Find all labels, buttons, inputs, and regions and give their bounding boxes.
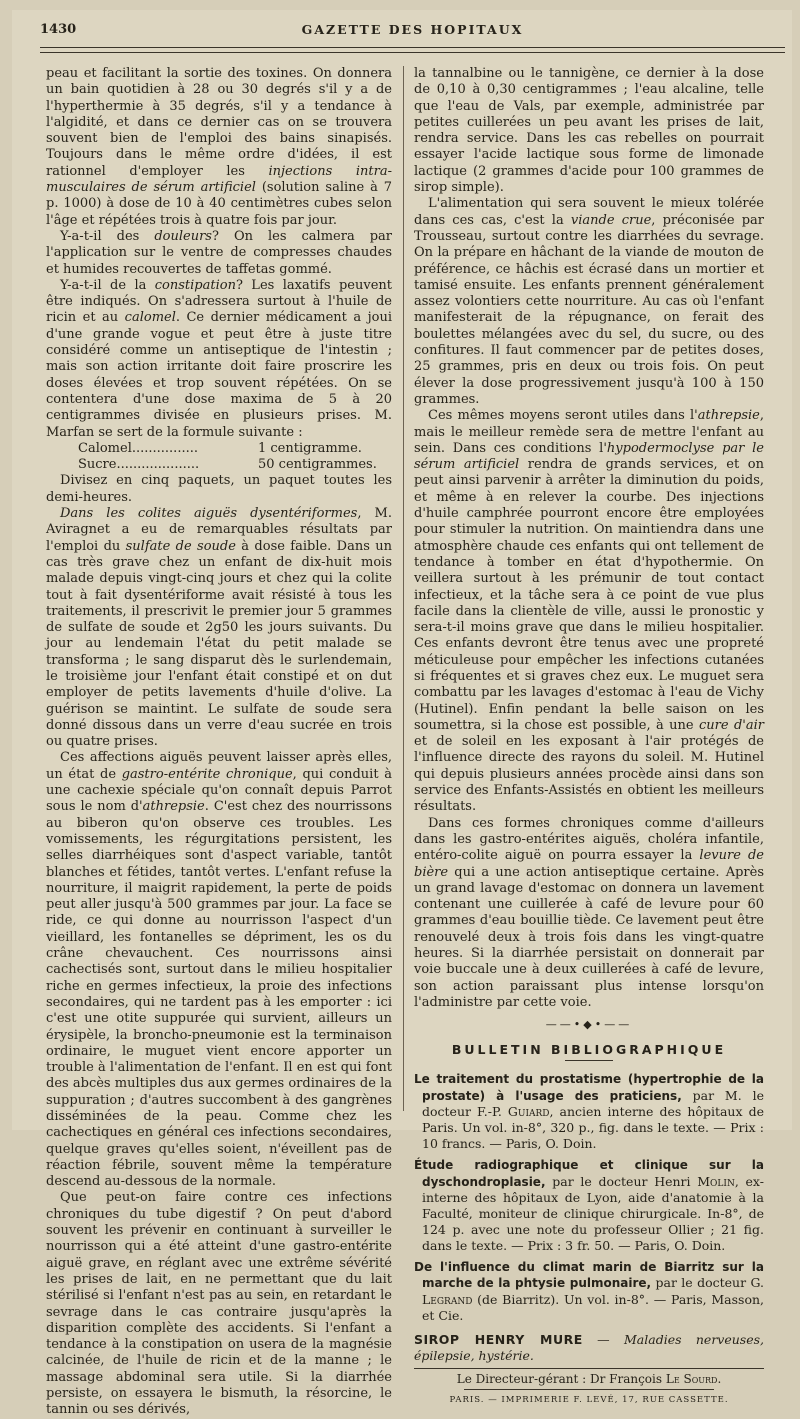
paragraph: Y-a-t-il de la constipation? Les laxatifs peuvent être indiqués. On s'adressera surtout à l'huile de ricin et au calomel. Ce dernier médicament a joui d'une grande vogue et peut être à juste titre considéré comme un antiseptique de l'intestin ; mais son action irritante doit faire proscrire les doses élevées et trop souvent répétées. On se contentera d'une dose maxima de 5 à 20 centigrammes divisée en plusieurs prises. M. Marfan se sert de la formule suivante : [46, 277, 393, 440]
bulletin-title: BULLETIN BIBLIOGRAPHIQUE [451, 1041, 727, 1057]
page-number: 1430 [40, 22, 77, 37]
paragraph: Dans les colites aiguës dysentériformes, M. Aviragnet a eu de remarquables résultats par l'emploi du sulfate de soude à dose faible. Dans un cas très grave chez un enfant de dix-huit mois malade depuis vingt-cinq jours et chez qui la colite tout à fait dysentériforme avait résisté à tous les traitements, il prescrivit le premier jour 5 grammes de sulfate de soude et 2g50 les jours suivants. Du jour au lendemain l'état du petit malade se transforma ; le sang disparut dès le surlendemain, le troisième jour l'enfant était constipé et on dut employer de petits lavements d'huile d'olive. La guérison se maintint. Le sulfate de soude sera donné dissous dans un verre d'eau sucrée en trois ou quatre prises. [46, 506, 392, 750]
paragraph: peau et facilitant la sortie des toxines. On donnera un bain quotidien à 28 ou 30 degrés s'il y a de l'hyperthermie à 35 degrés, s'il y a tendance à l'algidité, et dans ce dernier cas on se trouvera souvent bien de l'emploi des bains sinapisés. Toujours dans le même ordre d'idées, il est rationnel d'employer les injections intra-musculaires de sérum artificiel (solution saline à 7 p. 1000) à dose de 10 à 40 centimètres cubes selon l'âge et répétées trois à quatre fois par jour. [46, 66, 392, 228]
formula [78, 441, 378, 474]
ornament-divider: ——•◆•—— [545, 1018, 633, 1032]
director-line: Le Directeur-gérant : Dr François Le Sourd. [414, 1368, 764, 1387]
bibliography-entry: De l'influence du climat marin de Biarritz sur la marche de la phtysie pulmonaire, par le docteur G. Legrand (de Biarritz). Un vol. in-8°. — Paris, Masson, et Cie. [414, 1259, 764, 1323]
column-divider [403, 66, 404, 1111]
paragraph: L'alimentation qui sera souvent le mieux tolérée dans ces cas, c'est la viande crue, préconisée par Trousseau, surtout contre les diarrhées du sevrage. On la prépare en hâchant de la viande de mouton de préférence, ce hâchis est écrasé dans un mortier et tamisé ensuite. Les enfants prennent généralement assez volontiers cette nourriture. Au cas où l'enfant manifesterait de la répugnance, on ferait des boulettes mélangées avec du sel, du sucre, ou des confitures. Il faut commencer par de petites doses, 25 grammes, pris en deux ou trois fois. On peut élever la dose progressivement jusqu'à 100 à 150 grammes. [414, 196, 764, 407]
printer-line: PARIS. — IMPRIMERIE F. LEVÉ, 17, RUE CASSETTE. [449, 1394, 729, 1405]
journal-title: GAZETTE DES HOPITAUX [301, 22, 524, 37]
formula-row: Calomel................ 1 centigramme. [78, 440, 362, 456]
title-underline [565, 1060, 613, 1061]
paragraph: Dans ces formes chroniques comme d'ailleurs dans les gastro-entérites aiguës, choléra infantile, entéro-colite aiguë on pourra essayer la levure de bière qui a une action antiseptique certaine. Après un grand lavage d'estomac on donnera un lavement contenant une cuillerée à café de levure pour 60 grammes d'eau bouillie tiède. Ce lavement peut être renouvelé deux à trois fois dans les vingt-quatre heures. Si la diarrhée persistait on donnerait par voie buccale une à deux cuillerées à café de levure, son action paraissant plus intense lorsqu'on l'administre par cette voie. [414, 815, 764, 1010]
paragraph: Divisez en cinq paquets, un paquet toutes les demi-heures. [46, 473, 392, 505]
paragraph: Que peut-on faire contre ces infections chroniques du tube digestif ? On peut d'abord souvent les prévenir en continuant à surveiller le nourrisson qui a été atteint d'une gastro-entérite aiguë grave, en réglant avec une extrême sévérité les prises de lait, en ne permettant que du lait stérilisé si l'enfant n'est pas au sein, en retardant le sevrage dans le cas contraire jusqu'après la disparition complète des accidents. Si l'enfant a tendance à la constipation on usera de la magnésie calcinée, de l'huile de ricin et de la manne ; le massage abdominal sera utile. Si la diarrhée persiste, on essayera le bismuth, la résorcine, le tannin ou ses dérivés, [46, 1190, 392, 1418]
bibliography-entry: Le traitement du prostatisme (hypertrophie de la prostate) à l'usage des praticiens, par M. le docteur F.-P. Guiard, ancien interne des hôpitaux de Paris. Un vol. in-8°, 320 p., fig. dans le texte. — Prix : 10 francs. — Paris, O. Doin. [414, 1071, 764, 1151]
paragraph: Y-a-t-il des douleurs? On les calmera par l'application sur le ventre de compresses chaudes et humides recouvertes de taffetas gommé. [46, 228, 392, 277]
paragraph: Ces mêmes moyens seront utiles dans l'athrepsie, mais le meilleur remède sera de mettre l'enfant au sein. Dans ces conditions l'hypodermoclyse par le sérum artificiel rendra de grands services, et on peut ainsi parvenir à arrêter la diminution du poids, et même à en relever la courbe. Des injections d'huile camphrée pourront encore être employées pour stimuler la nutrition. On maintiendra dans une atmosphère chaude ces enfants qui ont tellement de tendance à tomber en état d'hypothermie. On veillera surtout à les prémunir de tout contact infectieux, et la tâche sera à ce point de vue plus facile dans la clientèle de ville, aussi le pronostic y sera-t-il moins grave que dans le milieu hospitalier. Ces enfants devront être tenus avec une propreté méticuleuse pour empêcher les infections cutanées si fréquentes et si graves chez eux. Le muguet sera combattu par les lavages d'estomac à l'eau de Vichy (Hutinel). Enfin pendant la belle saison on les soumettra, si la chose est possible, à une cure d'air et de soleil en les exposant à l'air protégés de l'influence directe des rayons du soleil. M. Hutinel qui depuis plusieurs années procède ainsi dans son service des Enfants-Assistés en obtient les meilleurs résultats. [414, 408, 765, 815]
left-column [46, 66, 393, 1418]
paragraph: la tannalbine ou le tannigène, ce dernier à la dose de 0,10 à 0,30 centigrammes ; l'eau alcaline, telle que l'eau de Vals, par exemple, administrée par petites cuillerées un peu avant les prises de lait, rendra service. Dans les cas rebelles on pourrait essayer l'acide lactique sous forme de limonade lactique (2 grammes d'acide pour 100 grammes de sirop simple). [414, 66, 764, 196]
right-column [414, 66, 765, 1405]
header-rule [40, 47, 785, 53]
formula-row: Sucre.................... 50 centigrammes. [78, 457, 377, 473]
advertisement: SIROP HENRY MURE — Maladies nerveuses, épilepsie, hystérie. [414, 1331, 765, 1364]
bibliography-entry: Étude radiographique et clinique sur la dyschondroplasie, par le docteur Henri Molin, ex-interne des hôpitaux de Lyon, aide d'anatomie à la Faculté, moniteur de clinique chirurgicale. In-8°, de 124 p. avec une note du professeur Ollier ; 21 fig. dans le texte. — Prix : 3 fr. 50. — Paris, O. Doin. [414, 1157, 764, 1253]
page-header [40, 22, 785, 44]
paragraph: Ces affections aiguës peuvent laisser après elles, un état de gastro-entérite chronique, qui conduit à une cachexie spéciale qu'on connaît depuis Parrot sous le nom d'athrepsie. C'est chez des nourrissons au biberon qu'on observe ces troubles. Les vomissements, les régurgitations persistent, les selles diarrhéiques sont d'aspect variable, tantôt blanches et fétides, tantôt vertes. L'enfant refuse la nourriture, il maigrit rapidement, la perte de poids peut aller jusqu'à 500 grammes par jour. La face se ride, ce qui donne au nourrisson l'aspect d'un vieillard, les fontanelles se dépriment, les os du crâne chevauchent. Ces nourrissons ainsi cachectisés sont, surtout dans le milieu hospitalier riche en germes infectieux, la proie des infections secondaires, qui ne tardent pas à les emporter : ici c'est une otite suppurée qui survient, ailleurs un érysipèle, la broncho-pneumonie est la terminaison ordinaire, le muguet vient encore apporter un trouble à l'alimentation de l'enfant. Il en est qui font des abcès multiples dus aux germes ordinaires de la suppuration ; d'autres succombent à des gangrènes disséminées de la peau. Comme chez les cachectiques en général ces infections secondaires, quelque graves qu'elles soient, n'éveillent pas de réaction fébrile, souvent même la température descend au-dessous de la normale. [46, 750, 392, 1190]
footer-rule [464, 1389, 714, 1390]
